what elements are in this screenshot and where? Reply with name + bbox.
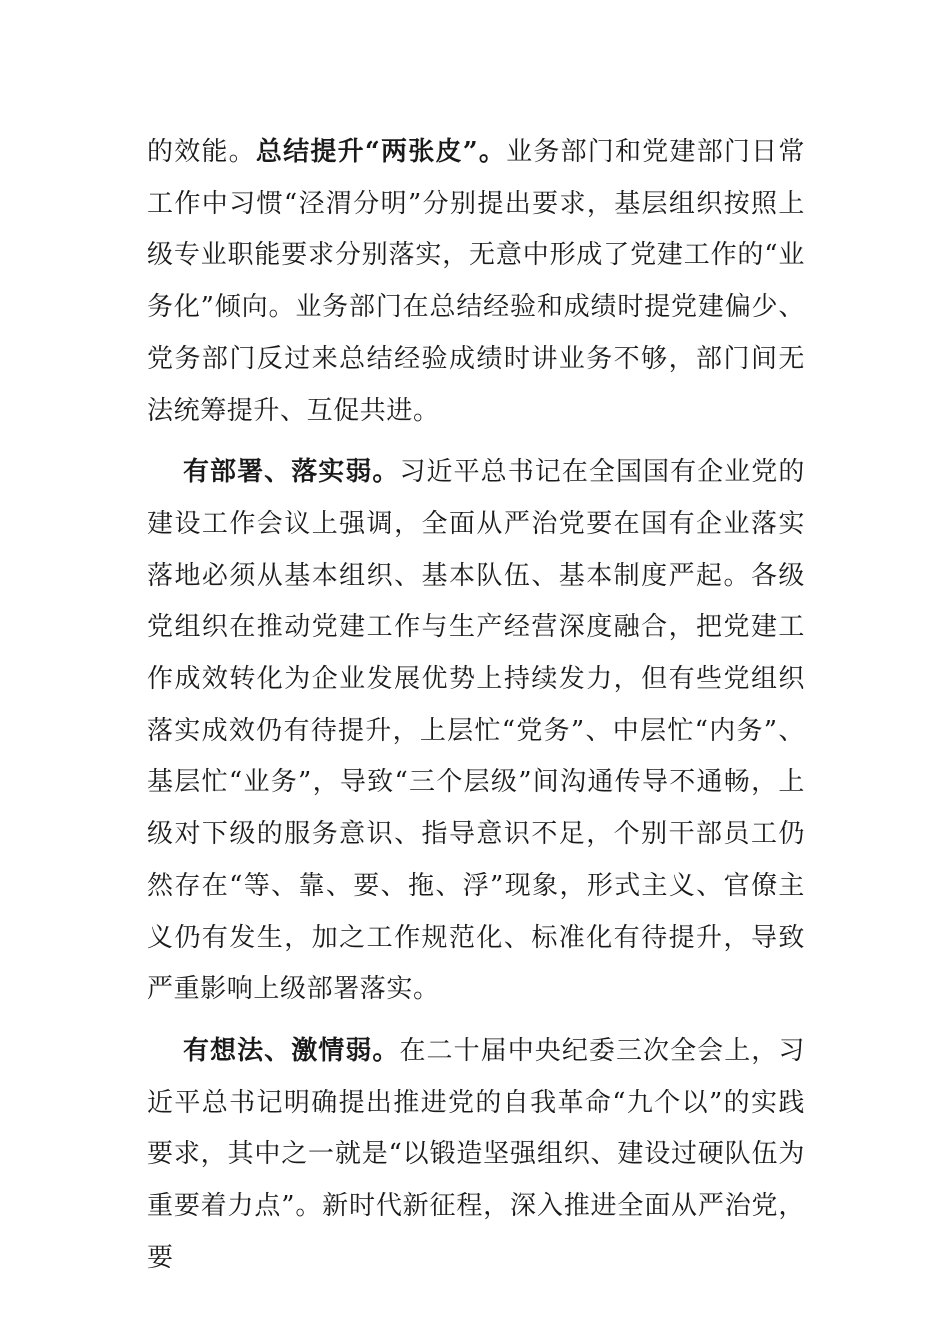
paragraph-heading-bold: 有部署、落实弱。 (183, 457, 400, 488)
paragraph-deployment (147, 447, 805, 1016)
document-body (147, 127, 805, 1284)
paragraph-text: 在二十届中央纪委三次全会上，习近平总书记明确提出推进党的自我革命“九个以”的实践要求，其中之一就是“以锻造坚强组织、建设过硬队伍为重要着力点”。新时代新征程，深入推进全面从严治党，要 (147, 1035, 805, 1273)
paragraph-text: 习近平总书记在全国国有企业党的建设工作会议上强调，全面从严治党要在国有企业落实落地必须从基本组织、基本队伍、基本制度严起。各级党组织在推动党建工作与生产经营深度融合，把党建工作成效转化为企业发展优势上持续发力，但有些党组织落实成效仍有待提升，上层忙“党务”、中层忙“内务”、基层忙“业务”，导致“三个层级”间沟通传导不通畅，上级对下级的服务意识、指导意识不足，个别干部员工仍然存在“等、靠、要、拖、浮”现象，形式主义、官僚主义仍有发生，加之工作规范化、标准化有待提升，导致严重影响上级部署落实。 (147, 457, 805, 1005)
paragraph-passion (147, 1026, 805, 1285)
paragraph-text: 业务部门和党建部门日常工作中习惯“泾渭分明”分别提出要求，基层组织按照上级专业职能要求分别落实，无意中形成了党建工作的“业务化”倾向。业务部门在总结经验和成绩时提党建偏少、党务部门反过来总结经验成绩时讲业务不够，部门间无法统筹提升、互促共进。 (147, 137, 805, 426)
paragraph-heading-bold: 有想法、激情弱。 (183, 1035, 400, 1066)
paragraph-continuation (147, 127, 805, 437)
paragraph-lead-text: 的效能。 (147, 137, 256, 167)
paragraph-heading-bold: 总结提升“两张皮”。 (255, 137, 507, 167)
